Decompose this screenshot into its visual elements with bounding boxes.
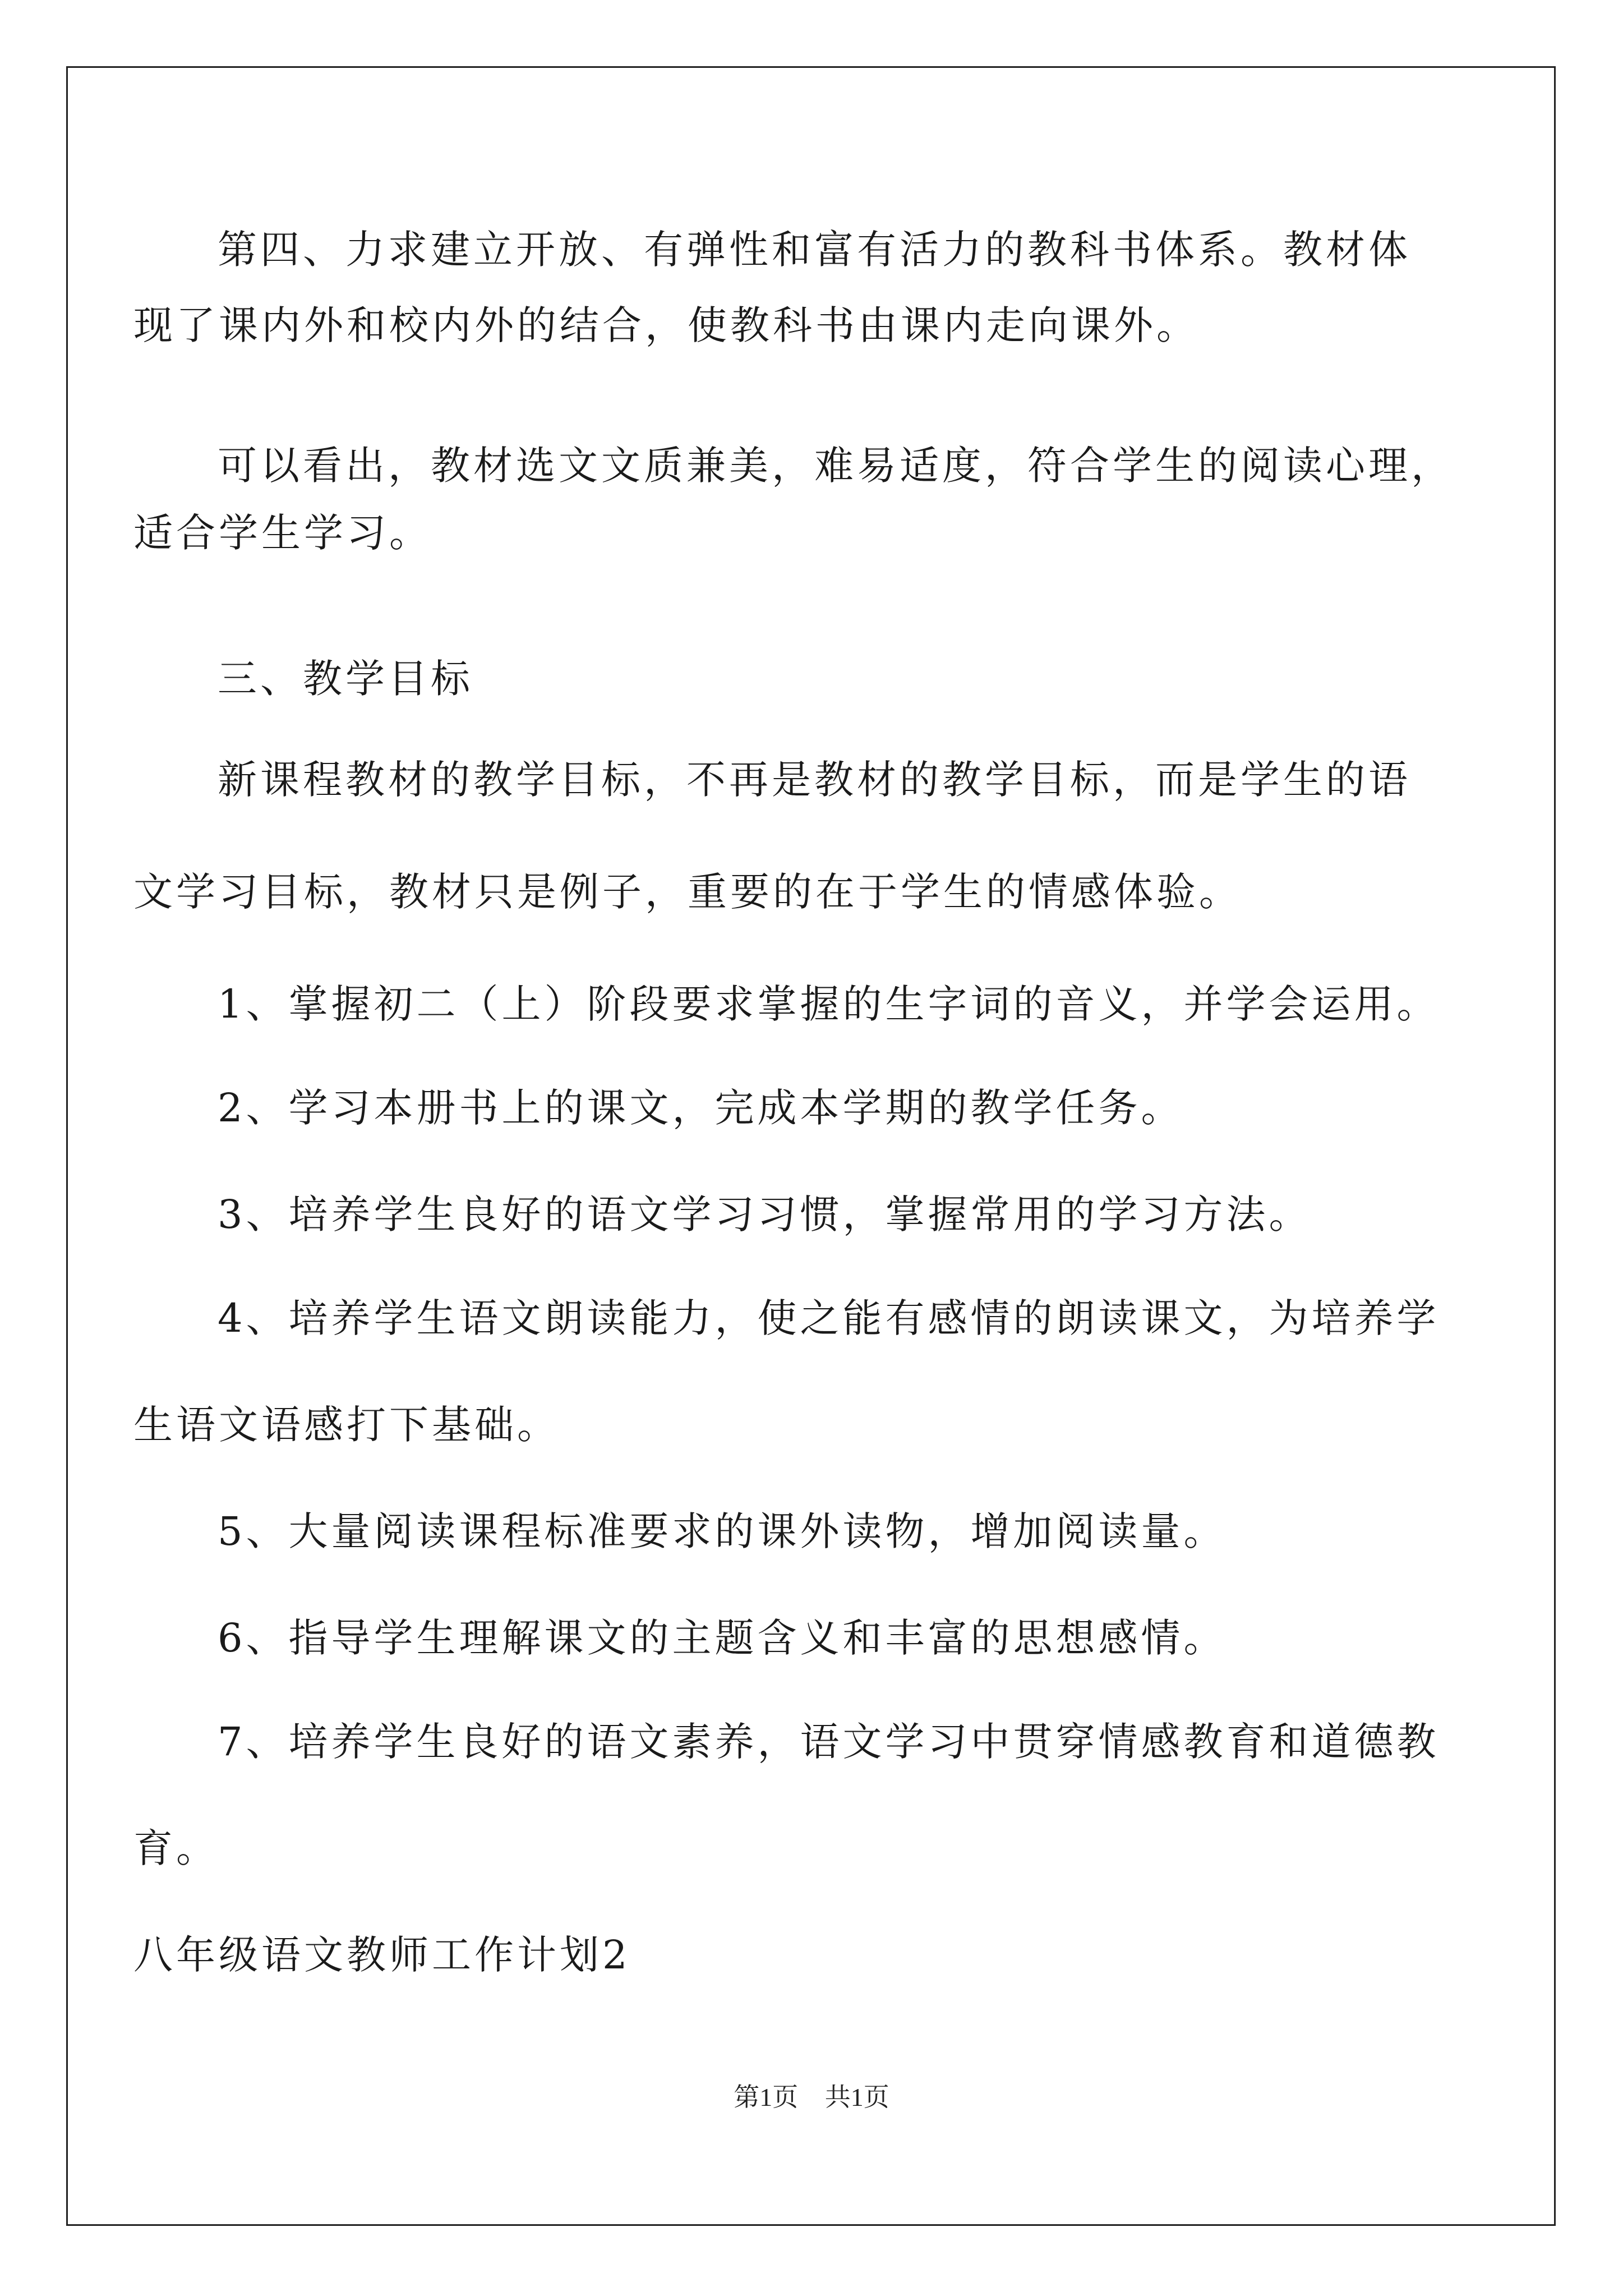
list-item: 4、培养学生语文朗读能力，使之能有感情的朗读课文，为培养学 [218,1295,1440,1341]
list-item: 5、大量阅读课程标准要求的课外读物，增加阅读量。 [218,1508,1227,1554]
list-item: 3、培养学生良好的语文学习习惯，掌握常用的学习方法。 [218,1191,1312,1237]
page-footer [0,2077,1623,2114]
paragraph-line: 文学习目标，教材只是例子，重要的在于学生的情感体验。 [133,869,1242,915]
paragraph-line: 可以看出，教材选文文质兼美，难易适度，符合学生的阅读心理， [218,443,1454,489]
page-number: 第1页 [734,2083,799,2111]
paragraph-line: 第四、力求建立开放、有弹性和富有活力的教科书体系。教材体 [218,227,1411,273]
paragraph-line: 现了课内外和校内外的结合，使教科书由课内走向课外。 [133,302,1199,348]
paragraph-line: 适合学生学习。 [133,510,432,556]
list-item: 1、掌握初二（上）阶段要求掌握的生字词的音义，并学会运用。 [218,981,1440,1027]
document-title: 八年级语文教师工作计划2 [133,1932,631,1978]
paragraph-line: 新课程教材的教学目标，不再是教材的教学目标，而是学生的语 [218,757,1411,803]
list-item-continuation: 育。 [133,1825,219,1871]
page-total: 共1页 [824,2083,889,2111]
list-item: 6、指导学生理解课文的主题含义和丰富的思想感情。 [218,1615,1227,1661]
section-heading: 三、教学目标 [218,656,473,702]
list-item: 2、学习本册书上的课文，完成本学期的教学任务。 [218,1085,1184,1131]
page-border [66,66,1556,2226]
list-item-continuation: 生语文语感打下基础。 [133,1402,560,1448]
list-item: 7、培养学生良好的语文素养，语文学习中贯穿情感教育和道德教 [218,1719,1440,1765]
